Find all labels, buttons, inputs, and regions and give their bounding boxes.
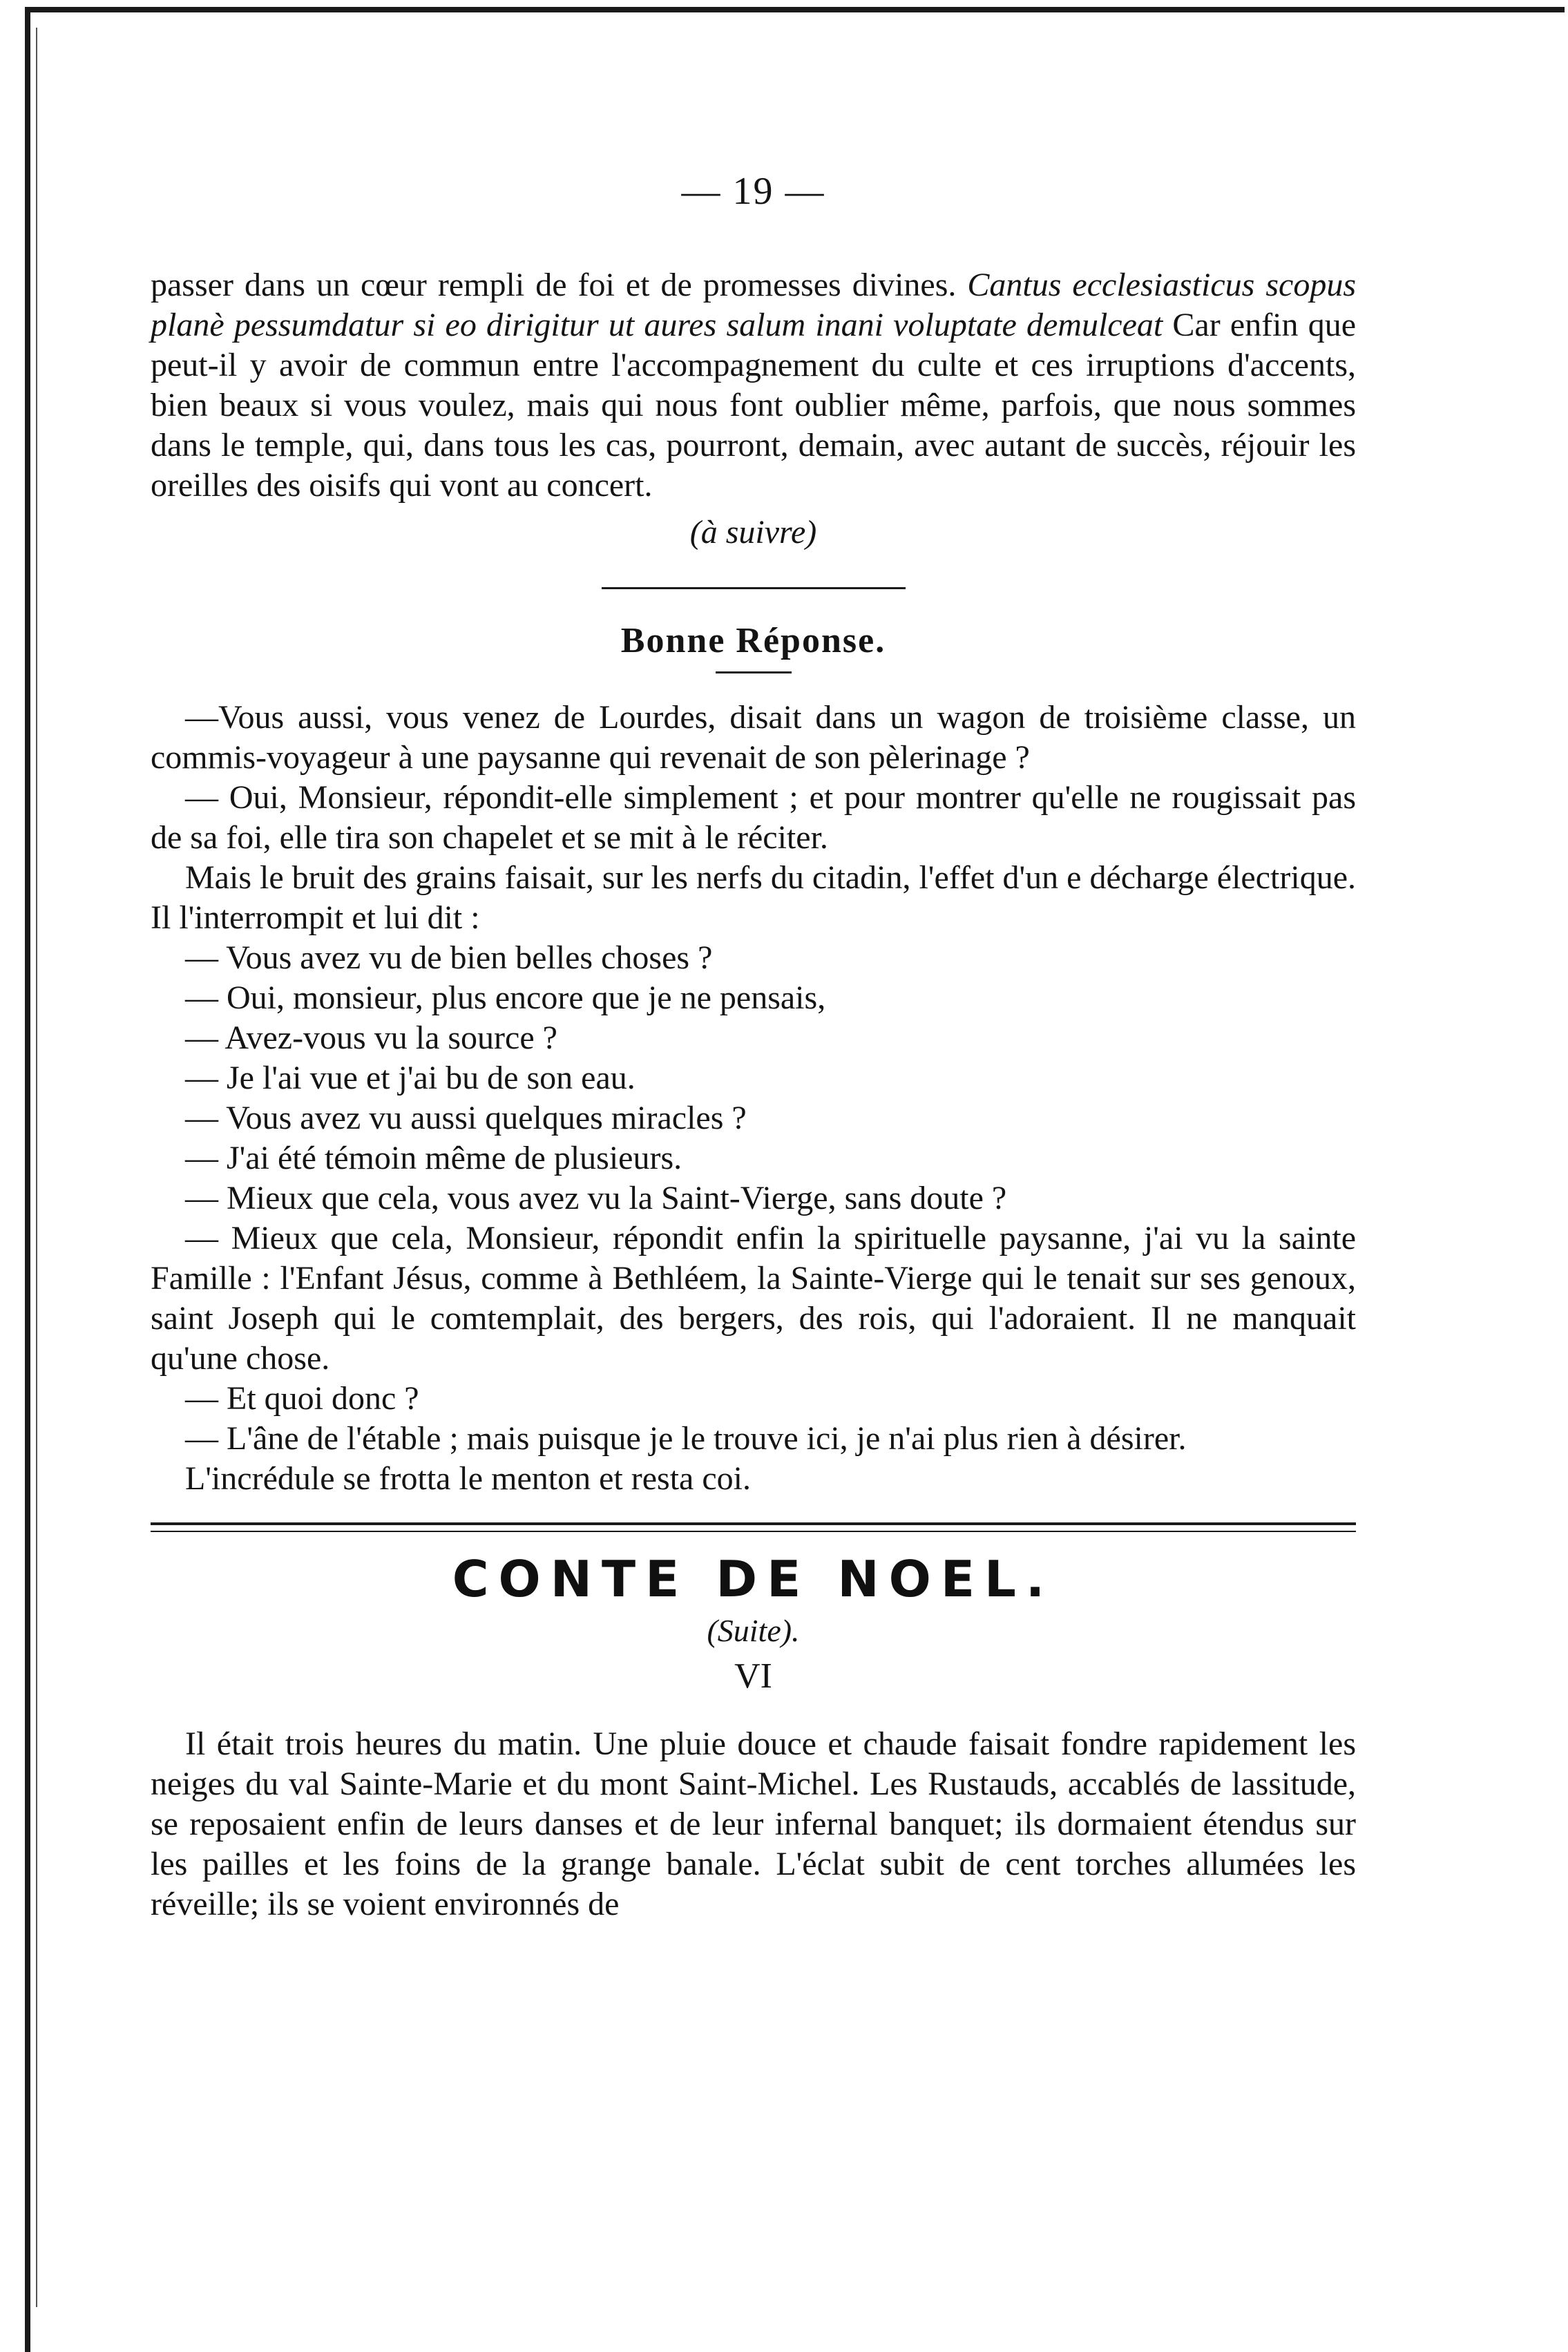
- page-number: — 19 —: [681, 170, 825, 213]
- latin-quote: Cantus ecclesiasticus scopus planè pessumdatur si eo dirigitur ut aures salum inani voluptate demulceat: [151, 267, 1356, 343]
- bonne-reponse-title: Bonne Réponse.: [620, 621, 886, 660]
- title-underline: [716, 671, 792, 673]
- dialogue-line: — Vous avez vu de bien belles choses ?: [185, 939, 713, 976]
- conte-paragraph: Il était trois heures du matin. Une pluie douce et chaude faisait fondre rapidement les neiges du val Sainte-Marie et du mont Saint-Michel. Les Rustauds, accablés de lassitude, se reposaient enfin de leurs danses et de leur infernal banquet; ils dormaient étendus sur les pailles et les foins de la grange banale. L'éclat subit de cent torches allumées les réveille; ils se voient environnés de: [151, 1725, 1356, 1922]
- answer-paragraph: — L'âne de l'étable ; mais puisque je le trouve ici, je n'ai plus rien à désirer.: [185, 1420, 1187, 1457]
- page-border-inner: [36, 28, 37, 2307]
- long-reply-paragraph: — Mieux que cela, Monsieur, répondit enfin la spirituelle paysanne, j'ai vu la sainte Famille : l'Enfant Jésus, comme à Bethléem, la Sainte-Vierge qui le tenait sur ses genoux, saint Joseph qui le comtemplait, des bergers, des rois, qui l'adoraient. Il ne manquait qu'une chose.: [151, 1220, 1356, 1377]
- chapter-number: VI: [734, 1656, 772, 1696]
- story-paragraph-2: — Oui, Monsieur, répondit-elle simplement ; et pour montrer qu'elle ne rougissait pas de sa foi, elle tira son chapelet et se mit à le réciter.: [151, 779, 1356, 856]
- to-be-continued: (à suivre): [689, 514, 817, 551]
- closing-line: L'incrédule se frotta le menton et resta coi.: [185, 1460, 751, 1497]
- page-border-top: [28, 7, 1565, 12]
- dialogue-line: — Avez-vous vu la source ?: [185, 1020, 557, 1056]
- continuation-paragraph: [151, 265, 1356, 506]
- continuation-text-end: Car enfin que peut-il y avoir de commun entre l'accompagnement du culte et ces irruptions d'accents, bien beaux si vous voulez, mais qui nous font oublier même, parfois, que nous sommes dans le temple, qui, dans tous les cas, pourront, demain, avec autant de succès, réjouir les oreilles des oisifs qui vont au concert.: [151, 307, 1357, 504]
- section-divider: [602, 587, 906, 589]
- divider-thin: [151, 1531, 1356, 1532]
- dialogue-line: — Vous avez vu aussi quelques miracles ?: [185, 1100, 747, 1136]
- story-paragraph-3: Mais le bruit des grains faisait, sur les nerfs du citadin, l'effet d'un e décharge électrique. Il l'interrompit et lui dit :: [151, 859, 1356, 936]
- dialogue-line: — Mieux que cela, vous avez vu la Saint-Vierge, sans doute ?: [185, 1180, 1007, 1216]
- dialogue-line: — Je l'ai vue et j'ai bu de son eau.: [185, 1060, 635, 1096]
- dialogue-line: — J'ai été témoin même de plusieurs.: [185, 1140, 682, 1176]
- text-column: [151, 169, 1356, 1924]
- dialogue-line: — Oui, monsieur, plus encore que je ne pensais,: [185, 979, 826, 1016]
- page-border-left: [25, 7, 30, 2352]
- story-paragraph-1: —Vous aussi, vous venez de Lourdes, disait dans un wagon de troisième classe, un commis-voyageur à une paysanne qui revenait de son pèlerinage ?: [151, 699, 1356, 776]
- continuation-text-start: passer dans un cœur rempli de foi et de promesses divines.: [151, 267, 968, 303]
- double-divider: [151, 1522, 1356, 1532]
- conte-suite: (Suite).: [707, 1613, 800, 1648]
- question-line: — Et quoi donc ?: [185, 1380, 419, 1417]
- divider-thick: [151, 1522, 1356, 1525]
- conte-title: CONTE DE NOEL.: [452, 1550, 1055, 1608]
